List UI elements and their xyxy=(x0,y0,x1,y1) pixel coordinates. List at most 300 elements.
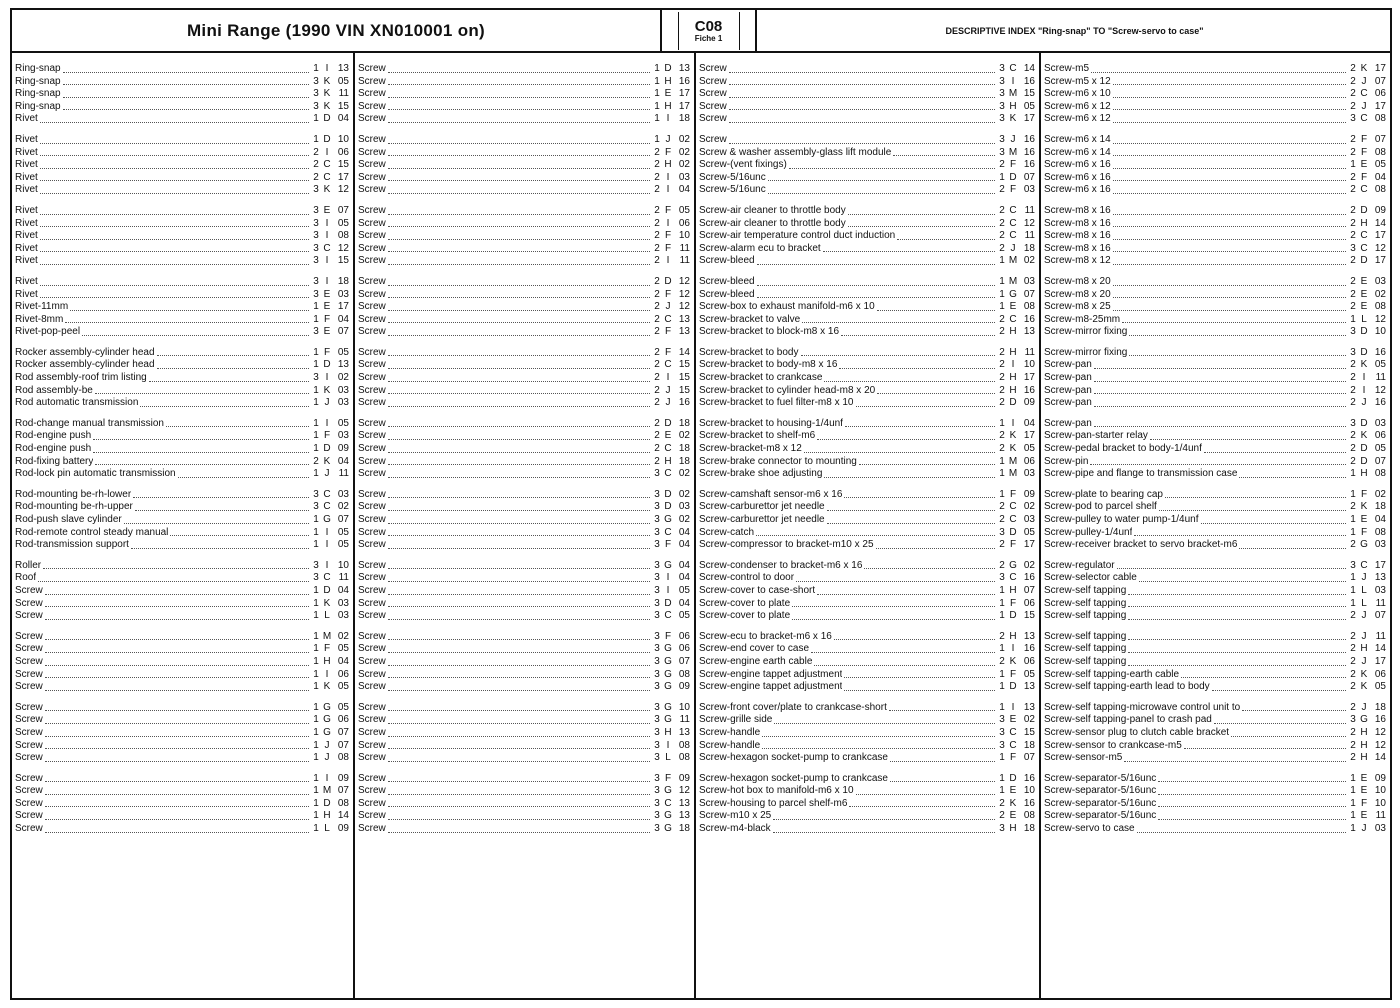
grid-letter: J xyxy=(324,739,330,751)
grid-number: 09 xyxy=(337,823,349,835)
dot-leader xyxy=(1139,572,1346,582)
part-description: Screw xyxy=(358,514,386,525)
grid-letter: I xyxy=(325,539,329,551)
part-description: Screw xyxy=(15,584,43,596)
grid-letter: H xyxy=(1360,643,1368,655)
index-entry xyxy=(15,172,349,185)
part-description: Screw-m8 x 16 xyxy=(1044,242,1111,254)
dot-leader xyxy=(1204,443,1346,453)
dot-leader xyxy=(849,798,995,808)
fiche-grid-reference xyxy=(311,443,349,456)
fiche-number: 2 xyxy=(1350,204,1356,216)
grid-letter: E xyxy=(1360,785,1368,797)
fiche-grid-reference xyxy=(1348,301,1386,314)
part-description: Rivet xyxy=(15,255,38,267)
dot-leader xyxy=(844,669,995,679)
grid-letter: G xyxy=(664,681,672,693)
grid-letter: I xyxy=(325,255,329,267)
grid-number: 14 xyxy=(1374,752,1386,764)
index-entry xyxy=(1044,101,1386,114)
part-description: Screw-engine tappet adjustment xyxy=(699,668,843,680)
grid-letter: C xyxy=(664,443,672,455)
part-description: Screw-pipe and flange to transmission case xyxy=(1044,468,1238,480)
fiche-number: 2 xyxy=(1350,255,1356,267)
index-entry xyxy=(1044,585,1386,598)
grid-letter: F xyxy=(1009,539,1017,551)
dot-leader xyxy=(388,147,650,157)
fiche-number: 2 xyxy=(654,255,660,267)
dot-leader xyxy=(757,289,995,299)
grid-number: 11 xyxy=(1375,630,1386,642)
grid-number: 16 xyxy=(1023,313,1035,325)
dot-leader xyxy=(1158,798,1346,808)
index-group xyxy=(358,702,690,765)
dot-leader xyxy=(890,773,995,783)
part-description: Roof xyxy=(15,572,37,584)
grid-number: 10 xyxy=(678,230,690,242)
part-description: Screw-m8 x 25 xyxy=(1044,301,1111,313)
grid-letter: C xyxy=(1009,572,1017,584)
grid-number: 05 xyxy=(337,526,349,538)
grid-letter: K xyxy=(323,100,331,112)
index-entry xyxy=(699,669,1035,682)
grid-number: 06 xyxy=(337,714,349,726)
part-description: Screw-m8 x 16 xyxy=(1044,204,1111,216)
index-entry xyxy=(699,88,1035,101)
grid-letter: H xyxy=(664,726,672,738)
index-entry xyxy=(699,714,1035,727)
fiche-number: 3 xyxy=(654,539,660,551)
fiche-number: 2 xyxy=(999,797,1005,809)
fiche-number: 1 xyxy=(1350,468,1356,480)
fiche-number: 2 xyxy=(999,184,1005,196)
fiche-grid-reference xyxy=(311,243,349,256)
fiche-number: 2 xyxy=(1350,184,1356,196)
dot-leader xyxy=(40,172,309,182)
grid-number: 10 xyxy=(1023,359,1035,371)
fiche-grid-reference xyxy=(311,468,349,481)
part-description: Screw xyxy=(358,275,386,287)
fiche-reference xyxy=(662,10,757,51)
index-entry xyxy=(15,243,349,256)
grid-number: 03 xyxy=(337,597,349,609)
dot-leader xyxy=(388,810,650,820)
grid-number: 16 xyxy=(678,397,690,409)
grid-letter: J xyxy=(1361,100,1367,112)
dot-leader xyxy=(388,205,650,215)
grid-letter: I xyxy=(325,63,329,74)
grid-number: 08 xyxy=(1374,468,1386,480)
fiche-grid-reference xyxy=(652,255,690,268)
index-entry xyxy=(358,714,690,727)
index-entry xyxy=(358,276,690,289)
grid-number: 05 xyxy=(337,217,349,229)
dot-leader xyxy=(388,572,650,582)
dot-leader xyxy=(388,489,650,499)
part-description: Screw-handle xyxy=(699,739,761,751)
grid-letter: G xyxy=(1009,288,1017,300)
index-group xyxy=(1044,702,1386,765)
grid-number: 18 xyxy=(678,443,690,455)
fiche-grid-reference xyxy=(1348,314,1386,327)
grid-letter: F xyxy=(323,430,331,442)
index-group xyxy=(15,205,349,268)
grid-number: 17 xyxy=(1023,372,1035,384)
index-entry xyxy=(699,656,1035,669)
dot-leader xyxy=(1113,134,1346,144)
grid-letter: H xyxy=(1360,468,1368,480)
grid-number: 08 xyxy=(1023,810,1035,822)
dot-leader xyxy=(166,418,309,428)
fiche-grid-reference xyxy=(311,359,349,372)
fiche-grid-reference xyxy=(311,823,349,836)
index-entry xyxy=(699,598,1035,611)
fiche-number: 2 xyxy=(654,159,660,171)
fiche-grid-reference xyxy=(1348,76,1386,89)
index-entry xyxy=(15,372,349,385)
part-description: Screw xyxy=(358,397,386,409)
fiche-number: 3 xyxy=(999,100,1005,112)
index-entry xyxy=(15,430,349,443)
part-description: Ring-snap xyxy=(15,88,61,100)
grid-number: 08 xyxy=(678,739,690,751)
fiche-grid-reference xyxy=(1348,218,1386,231)
grid-number: 11 xyxy=(338,88,349,100)
dot-leader xyxy=(1090,456,1346,466)
index-group xyxy=(15,134,349,197)
fiche-number: 1 xyxy=(654,75,660,87)
part-description: Screw xyxy=(358,159,386,171)
dot-leader xyxy=(1231,727,1346,737)
dot-leader xyxy=(768,184,995,194)
dot-leader xyxy=(388,727,650,737)
grid-number: 02 xyxy=(678,514,690,525)
dot-leader xyxy=(1159,501,1346,511)
grid-number: 06 xyxy=(1023,597,1035,609)
fiche-number: 2 xyxy=(654,384,660,396)
part-description: Screw xyxy=(358,526,386,538)
fiche-grid-reference xyxy=(652,468,690,481)
grid-number: 02 xyxy=(1374,488,1386,500)
fiche-number: 3 xyxy=(313,372,319,384)
grid-number: 15 xyxy=(1023,726,1035,738)
index-entry xyxy=(699,172,1035,185)
fiche-grid-reference xyxy=(997,113,1035,126)
grid-letter: C xyxy=(1009,313,1017,325)
fiche-grid-reference xyxy=(1348,243,1386,256)
index-entry xyxy=(358,289,690,302)
dot-leader xyxy=(1113,172,1346,182)
grid-letter: F xyxy=(1009,488,1017,500)
grid-letter: C xyxy=(664,313,672,325)
grid-letter: K xyxy=(1009,430,1017,442)
index-entry xyxy=(1044,456,1386,469)
index-entry xyxy=(1044,397,1386,410)
dot-leader xyxy=(774,714,995,724)
dot-leader xyxy=(45,823,309,833)
grid-letter: I xyxy=(1011,359,1015,371)
dot-leader xyxy=(45,752,309,762)
grid-letter: H xyxy=(323,655,331,667)
grid-number: 03 xyxy=(337,488,349,500)
grid-number: 11 xyxy=(1024,204,1035,216)
fiche-grid-reference xyxy=(652,230,690,243)
index-columns xyxy=(12,53,1390,1000)
fiche-grid-reference xyxy=(997,702,1035,715)
index-entry xyxy=(699,255,1035,268)
grid-number: 13 xyxy=(678,313,690,325)
part-description: Rivet xyxy=(15,184,38,196)
fiche-grid-reference xyxy=(652,810,690,823)
fiche-grid-reference xyxy=(652,397,690,410)
grid-number: 06 xyxy=(1374,88,1386,100)
part-description: Rivet xyxy=(15,217,38,229)
part-description: Screw xyxy=(15,681,43,693)
index-group xyxy=(1044,560,1386,623)
index-group xyxy=(699,63,1035,126)
part-description: Screw xyxy=(15,701,43,713)
grid-number: 07 xyxy=(337,204,349,216)
fiche-grid-reference xyxy=(311,113,349,126)
fiche-number: 1 xyxy=(999,752,1005,764)
fiche-grid-reference xyxy=(997,101,1035,114)
fiche-number: 3 xyxy=(313,488,319,500)
dot-leader xyxy=(95,456,309,466)
dot-leader xyxy=(1113,218,1346,228)
fiche-number: 3 xyxy=(313,100,319,112)
dot-leader xyxy=(789,159,995,169)
fiche-grid-reference xyxy=(997,823,1035,836)
fiche-grid-reference xyxy=(1348,727,1386,740)
index-entry xyxy=(358,184,690,197)
part-description: Screw-air temperature control duct induction xyxy=(699,230,896,242)
fiche-number: 3 xyxy=(313,572,319,584)
dot-leader xyxy=(388,539,650,549)
fiche-number: 2 xyxy=(999,346,1005,358)
grid-number: 13 xyxy=(678,726,690,738)
dot-leader xyxy=(1128,631,1346,641)
grid-number: 13 xyxy=(337,359,349,371)
grid-letter: F xyxy=(1360,171,1368,183)
grid-number: 09 xyxy=(1023,397,1035,409)
dot-leader xyxy=(40,184,309,194)
grid-letter: C xyxy=(1360,113,1368,125)
fiche-grid-reference xyxy=(1348,172,1386,185)
fiche-grid-reference xyxy=(652,669,690,682)
fiche-number: 1 xyxy=(654,113,660,125)
part-description: Screw xyxy=(358,133,386,145)
index-entry xyxy=(1044,798,1386,811)
grid-number: 13 xyxy=(1023,630,1035,642)
part-description: Screw-control to door xyxy=(699,572,795,584)
index-entry xyxy=(1044,572,1386,585)
grid-number: 11 xyxy=(1375,372,1386,384)
dot-leader xyxy=(388,560,650,570)
part-description: Screw-bracket to valve xyxy=(699,313,801,325)
dot-leader xyxy=(388,798,650,808)
dot-leader xyxy=(45,681,309,691)
fiche-number: 1 xyxy=(313,810,319,822)
index-entry xyxy=(15,159,349,172)
grid-number: 03 xyxy=(337,397,349,409)
index-entry xyxy=(699,560,1035,573)
grid-letter: J xyxy=(1361,397,1367,409)
dot-leader xyxy=(1124,752,1346,762)
fiche-grid-reference xyxy=(311,610,349,623)
dot-leader xyxy=(802,314,995,324)
fiche-grid-reference xyxy=(997,610,1035,623)
grid-number: 05 xyxy=(337,417,349,429)
fiche-box xyxy=(678,12,740,50)
grid-number: 05 xyxy=(678,610,690,622)
fiche-grid-reference xyxy=(997,752,1035,765)
index-entry xyxy=(15,598,349,611)
fiche-grid-reference xyxy=(1348,702,1386,715)
part-description: Screw xyxy=(358,359,386,371)
grid-number: 13 xyxy=(678,326,690,338)
grid-letter: J xyxy=(1010,242,1016,254)
grid-number: 08 xyxy=(1374,146,1386,158)
grid-letter: H xyxy=(664,159,672,171)
grid-number: 15 xyxy=(337,255,349,267)
index-entry xyxy=(1044,172,1386,185)
grid-letter: J xyxy=(665,397,671,409)
part-description: Screw xyxy=(358,384,386,396)
dot-leader xyxy=(893,147,995,157)
fiche-number: 2 xyxy=(1350,701,1356,713)
grid-letter: C xyxy=(1009,501,1017,513)
grid-letter: K xyxy=(1009,655,1017,667)
grid-letter: E xyxy=(1009,785,1017,797)
part-description: Screw-m6 x 12 xyxy=(1044,113,1111,125)
index-entry xyxy=(358,456,690,469)
grid-number: 11 xyxy=(1024,346,1035,358)
index-entry xyxy=(1044,243,1386,256)
index-entry xyxy=(358,501,690,514)
index-entry xyxy=(1044,702,1386,715)
index-entry xyxy=(15,101,349,114)
dot-leader xyxy=(388,88,650,98)
grid-number: 05 xyxy=(1374,443,1386,455)
index-group xyxy=(699,631,1035,694)
fiche-number: 1 xyxy=(999,772,1005,784)
fiche-grid-reference xyxy=(997,527,1035,540)
index-entry xyxy=(1044,785,1386,798)
grid-letter: C xyxy=(1360,184,1368,196)
grid-number: 04 xyxy=(337,584,349,596)
dot-leader xyxy=(889,702,995,712)
grid-number: 12 xyxy=(678,301,690,313)
fiche-number: 2 xyxy=(1350,288,1356,300)
grid-letter: G xyxy=(1360,539,1368,551)
fiche-number: 1 xyxy=(1350,785,1356,797)
fiche-number: 3 xyxy=(654,681,660,693)
fiche-grid-reference xyxy=(311,172,349,185)
part-description: Screw xyxy=(15,668,43,680)
part-description: Screw-m6 x 16 xyxy=(1044,171,1111,183)
dot-leader xyxy=(792,610,995,620)
grid-number: 18 xyxy=(337,275,349,287)
grid-letter: C xyxy=(1009,63,1017,74)
dot-leader xyxy=(1094,397,1346,407)
part-description: Rivet xyxy=(15,146,38,158)
fiche-number: 2 xyxy=(999,372,1005,384)
fiche-grid-reference xyxy=(652,527,690,540)
fiche-number: 2 xyxy=(1350,443,1356,455)
dot-leader xyxy=(804,443,995,453)
fiche-number: 3 xyxy=(654,810,660,822)
fiche-grid-reference xyxy=(1348,418,1386,431)
dot-leader xyxy=(388,63,650,73)
index-group xyxy=(1044,418,1386,481)
fiche-grid-reference xyxy=(997,418,1035,431)
fiche-number: 2 xyxy=(1350,681,1356,693)
dot-leader xyxy=(388,372,650,382)
index-entry xyxy=(699,752,1035,765)
fiche-number: 3 xyxy=(654,514,660,525)
fiche-number: 3 xyxy=(313,288,319,300)
fiche-number: 2 xyxy=(1350,397,1356,409)
fiche-grid-reference xyxy=(652,184,690,197)
grid-letter: M xyxy=(1008,275,1018,287)
part-description: Screw-m6 x 16 xyxy=(1044,159,1111,171)
fiche-grid-reference xyxy=(1348,560,1386,573)
grid-letter: G xyxy=(323,714,331,726)
index-entry xyxy=(1044,184,1386,197)
index-group xyxy=(1044,773,1386,836)
part-description: Screw-pod to parcel shelf xyxy=(1044,501,1157,513)
grid-letter: H xyxy=(664,100,672,112)
index-entry xyxy=(358,656,690,669)
fiche-grid-reference xyxy=(997,276,1035,289)
dot-leader xyxy=(1113,255,1346,265)
part-description: Screw xyxy=(699,63,727,74)
index-entry xyxy=(699,113,1035,126)
dot-leader xyxy=(1094,372,1346,382)
fiche-code: C08 xyxy=(694,17,723,35)
grid-number: 11 xyxy=(1375,597,1386,609)
grid-letter: I xyxy=(1011,643,1015,655)
part-description: Rivet-8mm xyxy=(15,313,64,325)
part-description: Rivet xyxy=(15,113,38,125)
dot-leader xyxy=(1242,702,1346,712)
index-group xyxy=(358,205,690,268)
fiche-number: 1 xyxy=(999,584,1005,596)
part-description: Screw-carburettor jet needle xyxy=(699,514,825,525)
fiche-number: 3 xyxy=(313,75,319,87)
part-description: Screw xyxy=(358,171,386,183)
fiche-number: 3 xyxy=(654,797,660,809)
grid-letter: H xyxy=(1009,630,1017,642)
fiche-number: 2 xyxy=(999,159,1005,171)
dot-leader xyxy=(1128,598,1346,608)
grid-number: 18 xyxy=(678,113,690,125)
fiche-number: 3 xyxy=(1350,714,1356,726)
part-description: Screw-m6 x 10 xyxy=(1044,88,1111,100)
fiche-grid-reference xyxy=(1348,385,1386,398)
dot-leader xyxy=(1094,418,1346,428)
catalogue-title: Mini Range (1990 VIN XN010001 on) xyxy=(12,10,662,51)
index-entry xyxy=(358,643,690,656)
fiche-number: 2 xyxy=(654,326,660,338)
grid-number: 13 xyxy=(1374,572,1386,584)
fiche-number: 1 xyxy=(999,255,1005,267)
grid-number: 12 xyxy=(1374,726,1386,738)
part-description: Rivet xyxy=(15,242,38,254)
dot-leader xyxy=(848,218,995,228)
grid-letter: J xyxy=(1361,823,1367,835)
fiche-grid-reference xyxy=(997,301,1035,314)
